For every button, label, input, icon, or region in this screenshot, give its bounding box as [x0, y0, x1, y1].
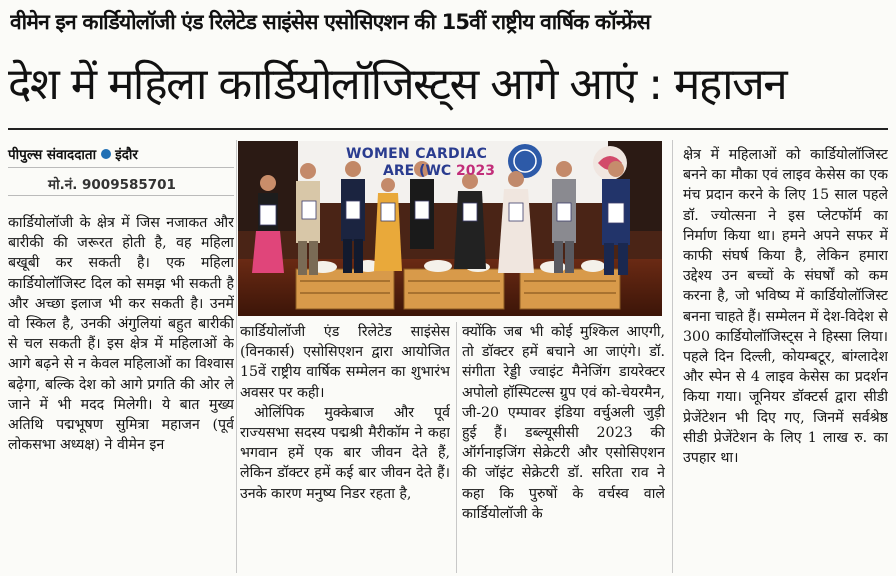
photo-banner-year: 2023: [456, 163, 496, 179]
article-column-3: [462, 322, 665, 573]
photo-banner-line-1: WOMEN CARDIAC: [346, 146, 488, 162]
article-kicker: वीमेन इन कार्डियोलॉजी एंड रिलेटेड साइंसेस एसोसिएशन की 15वीं राष्ट्रीय वार्षिक कॉन्फ्रेंस: [10, 10, 650, 34]
bullet-dot-icon: [101, 149, 111, 159]
byline-name: पीपुल्स संवाददाता: [8, 147, 97, 163]
article-column-1: [8, 213, 234, 573]
column-4-text: क्षेत्र में महिलाओं को कार्डियोलॉजिस्ट बनने का मौका एवं लाइव केसेस का एक मंच प्रदान करने के लिए 15 साल पहले डॉ. ज्योत्सना ने इस प्लेटफॉर्म का निर्माण किया था। हमने अपने सफर में काफी संघर्ष किया है, लेकिन हमारा उद्देश्य उन बच्चों के संघर्षों को कम करना है, जो भविष्य में कार्डियोलॉजिस्ट बनना चाहते हैं। सम्मेलन में देश-विदेश से 300 कार्डियोलॉजिस्ट्स ने हिस्सा लिया। पहले दिन दिल्ली, कोयम्बटूर, बांग्लादेश और स्पेन से 4 लाइव केसेस का प्रदर्शन किया गया। जूनियर डॉक्टर्स द्वारा सीडी प्रेजेंटेशन भी दिए गए, जिनमें सर्वश्रेष्ठ सीडी प्रेजेंटेशन के लिए 1 लाख रु. का उपहार था।: [683, 147, 888, 467]
photo-banner-line-2: [383, 163, 495, 179]
column-2-paragraph-1: कार्डियोलॉजी एंड रिलेटेड साइंसेस (विनकार्स) एसोसिएशन द्वारा आयोजित 15वें राष्ट्रीय वार्षिक सम्मेलन का शुभारंभ अवसर पर कही।: [240, 324, 450, 401]
reporter-mobile: मो.नं. 9009585701: [8, 172, 234, 196]
column-3-text: क्योंकि जब भी कोई मुश्किल आएगी, तो डॉक्टर हमें बचाने आ जाएंगे। डॉ. संगीता रेड्डी ज्वाइंट मैनेजिंग डायरेक्टर अपोलो हॉस्पिटल्स ग्रुप एवं को-चेयरमैन, जी-20 एम्पावर इंडिया वर्चुअली जुड़ी हुई हैं। डब्ल्यूसीसी 2023 की ऑर्गनाइजिंग सेक्रेटरी और एसोसिएशन की जॉइंट सेक्रेटरी डॉ. सरिता राव ने कहा कि पुरुषों के वर्चस्व वाले कार्डियोलॉजी के: [462, 324, 665, 522]
column-2-paragraph-2: ओलिंपिक मुक्केबाज और पूर्व राज्यसभा सदस्य पद्मश्री मैरीकॉम ने कहा भगवान हमें एक बार जीवन देते हैं, लेकिन डॉक्टर हमें कई बार जीवन देते हैं। उनके कारण मनुष्य निडर रहता है,: [240, 404, 450, 502]
headline-rule: [8, 128, 888, 130]
byline-city: इंदौर: [115, 147, 138, 163]
article-column-2: [240, 322, 450, 573]
article-headline: देश में महिला कार्डियोलॉजिस्ट्स आगे आएं : महाजन: [8, 59, 787, 110]
photo-banner-prefix: ARE (WC: [383, 163, 452, 179]
article-column-4: [683, 145, 888, 573]
byline: [8, 141, 234, 168]
column-1-text: कार्डियोलॉजी के क्षेत्र में जिस नजाकत और बारीकी की जरूरत होती है, वह महिला बखूबी कर सकती है। एक महिला कार्डियोलॉजिस्ट दिल को समझ भी सकती है और अच्छा इलाज भी कर सकती है। उनमें वो स्किल है, उनकी अंगुलियां बहुत बारीकी से चल सकती हैं। इस क्षेत्र में महिलाओं के आगे बढ़ने से न केवल महिलाओं का विश्वास बढ़ेगा, बल्कि देश को आगे प्रगति की ओर ले जाने में भी मदद मिलेगी। ये बात मुख्य अतिथि पद्मभूषण सुमित्रा महाजन (पूर्व लोकसभा अध्यक्ष) ने वीमेन इन: [8, 215, 234, 454]
event-photo: [238, 141, 662, 316]
column-divider: [236, 140, 237, 573]
column-divider: [456, 322, 457, 573]
column-divider: [672, 140, 673, 573]
